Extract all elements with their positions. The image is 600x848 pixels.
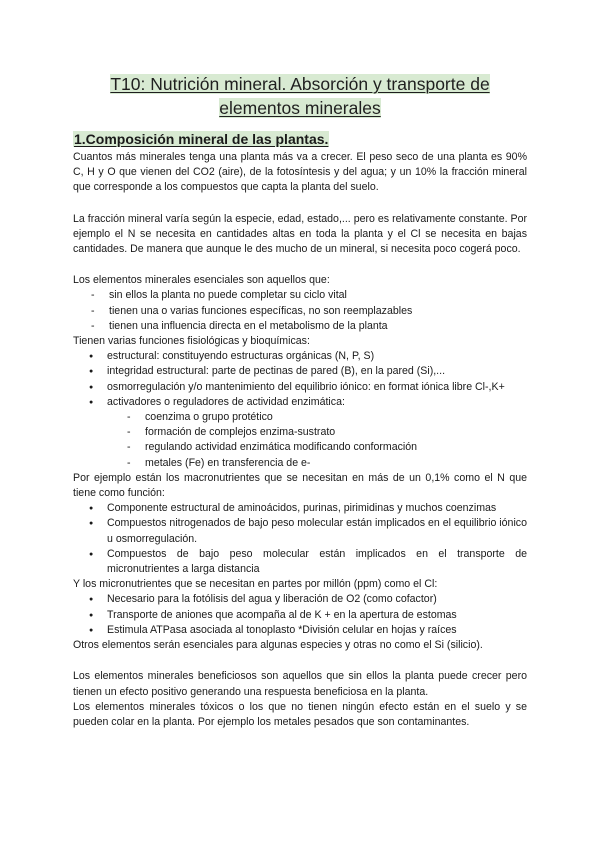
enzyme-list — [73, 410, 527, 471]
title-line-1: T10: Nutrición mineral. Absorción y transporte de — [110, 74, 490, 94]
list-item: ● integridad estructural: parte de pectinas de pared (B), en la pared (Si),... — [73, 364, 527, 379]
list-item: - tienen una influencia directa en el metabolismo de la planta — [73, 319, 527, 334]
paragraph-functions: Tienen varias funciones fisiológicas y bioquímicas: — [73, 335, 310, 348]
list-item: - metales (Fe) en transferencia de e- — [73, 456, 527, 471]
list-item: ● Estimula ATPasa asociada al tonoplasto *División celular en hojas y raíces — [73, 623, 527, 638]
macro-list — [73, 501, 527, 577]
essential-list — [73, 288, 527, 334]
list-item: - regulando actividad enzimática modificando conformación — [73, 440, 527, 455]
list-item: ● activadores o reguladores de actividad enzimática: — [73, 395, 527, 410]
title-line-2: elementos minerales — [219, 98, 381, 118]
document-body — [73, 150, 527, 730]
list-item: - sin ellos la planta no puede completar su ciclo vital — [73, 288, 527, 303]
list-item: - tienen una o varias funciones específicas, no son reemplazables — [73, 304, 527, 319]
paragraph-other: Otros elementos serán esenciales para algunas especies y otras no como el Si (silicio). — [73, 639, 483, 652]
page-title — [60, 72, 540, 120]
micro-list — [73, 592, 527, 638]
paragraph-beneficial: Los elementos minerales beneficiosos son aquellos que sin ellos la planta puede crecer pero tienen un efecto positivo generando una respuesta beneficiosa en la planta. — [73, 670, 527, 698]
list-item: ● Compuestos nitrogenados de bajo peso molecular están implicados en el equilibrio iónico u osmorregulación. — [73, 516, 527, 546]
list-item: ● Componente estructural de aminoácidos, purinas, pirimidinas y muchos coenzimas — [73, 501, 527, 516]
paragraph-micronutrients: Y los micronutrientes que se necesitan en partes por millón (ppm) como el Cl: — [73, 578, 438, 591]
list-item: ● osmorregulación y/o mantenimiento del equilibrio iónico: en format iónica libre Cl-,K+ — [73, 380, 527, 395]
list-item: ● Necesario para la fotólisis del agua y liberación de O2 (como cofactor) — [73, 592, 527, 607]
paragraph-intro: Cuantos más minerales tenga una planta más va a crecer. El peso seco de una planta es 90% C, H y O que vienen del CO2 (aire), de la fotosíntesis y del agua; y un 10% la fracción mineral que corresponde a los compuestos que capta la planta del suelo. — [73, 151, 527, 194]
section-heading: 1.Composición mineral de las plantas. — [74, 131, 329, 147]
list-item: - coenzima o grupo protético — [73, 410, 527, 425]
paragraph-fraction: La fracción mineral varía según la especie, edad, estado,... pero es relativamente constante. Por ejemplo el N se necesita en cantidades altas en toda la planta y el Cl se necesita en bajas cantidades. De manera que aunque le des mucho de un mineral, si necesita poco cogerá poco. — [73, 212, 527, 256]
functions-list — [73, 349, 527, 410]
list-item: ● Compuestos de bajo peso molecular están implicados en el transporte de micronutrientes a larga distancia — [73, 547, 527, 577]
paragraph-macronutrients: Por ejemplo están los macronutrientes que se necesitan en más de un 0,1% como el N que tiene como función: — [73, 471, 527, 500]
list-item: ● Transporte de aniones que acompaña al de K + en la apertura de estomas — [73, 608, 527, 623]
list-item: - formación de complejos enzima-sustrato — [73, 425, 527, 440]
paragraph-essential: Los elementos minerales esenciales son aquellos que: — [73, 274, 330, 287]
list-item: ● estructural: constituyendo estructuras orgánicas (N, P, S) — [73, 349, 527, 364]
paragraph-toxic: Los elementos minerales tóxicos o los que no tienen ningún efecto están en el suelo y se pueden colar en la planta. Por ejemplo los metales pesados que son contaminantes. — [73, 700, 527, 728]
